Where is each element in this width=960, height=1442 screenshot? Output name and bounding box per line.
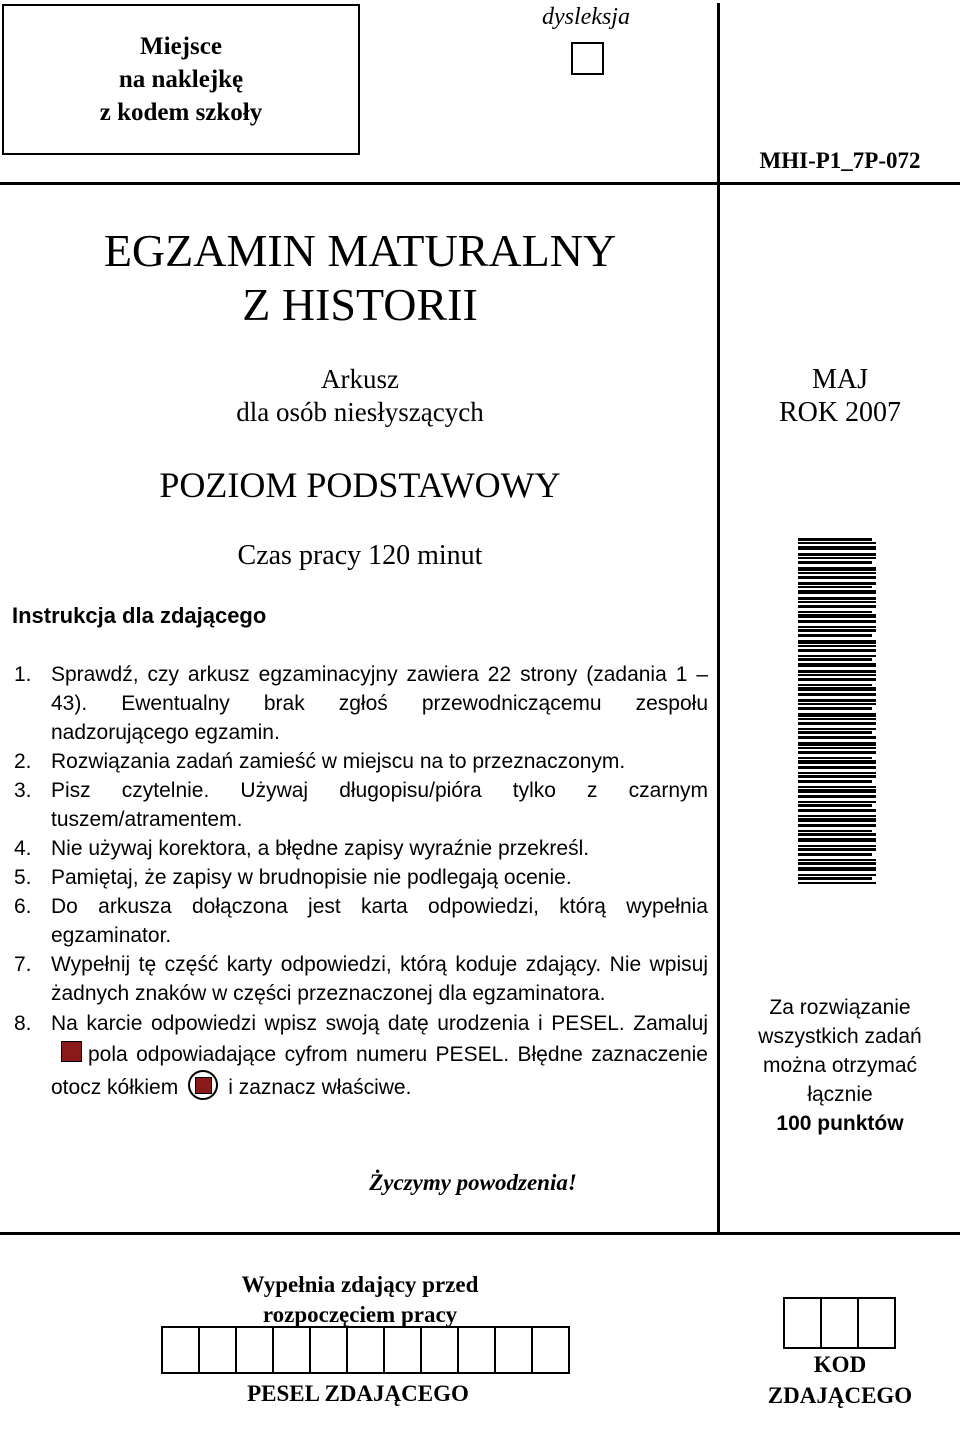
barcode-bar <box>798 760 876 764</box>
barcode-bar <box>798 557 876 559</box>
barcode-bar <box>798 572 876 574</box>
points-line-4: łącznie <box>807 1083 873 1106</box>
instruction-item: 4. Nie używaj korektora, a błędne zapisy wyraźnie przekreśl. <box>14 837 590 860</box>
barcode-bar <box>798 707 872 710</box>
barcode-bar <box>798 830 872 832</box>
instruction-item: 3. Pisz czytelnie. Używaj długopisu/pióra tylko z czarnym tuszem/atramentem. <box>14 779 708 831</box>
student-code-label <box>740 1349 940 1411</box>
vertical-divider <box>717 3 720 1235</box>
sticker-line-3: z kodem szkoły <box>99 99 263 126</box>
student-code-boxes <box>783 1297 894 1349</box>
instruction-item: 7. Wypełnij tę część karty odpowiedzi, którą koduje zdający. Nie wpisuj żadnych znaków w części przeznaczonej dla egzaminatora. <box>14 953 708 1005</box>
barcode-bar <box>798 838 876 842</box>
pesel-digit-box[interactable] <box>235 1326 274 1374</box>
code-digit-box[interactable] <box>857 1297 896 1349</box>
code-digit-box[interactable] <box>783 1297 822 1349</box>
pesel-digit-box[interactable] <box>161 1326 200 1374</box>
header-divider <box>0 182 960 185</box>
barcode-bar <box>798 582 876 585</box>
barcode-bar <box>798 699 876 702</box>
barcode-bar <box>798 576 876 579</box>
instruction-item: 5. Pamiętaj, że zapisy w brudnopisie nie podlegają ocenie. <box>14 866 572 889</box>
barcode-bar <box>798 663 876 667</box>
barcode-bar <box>798 601 876 603</box>
barcode <box>798 538 876 898</box>
barcode-bar <box>798 845 876 847</box>
barcode-bar <box>798 597 876 600</box>
barcode-bar <box>798 605 876 608</box>
barcode-bar <box>798 736 876 739</box>
fill-instruction <box>160 1270 560 1330</box>
barcode-bar <box>798 553 876 556</box>
barcode-bar <box>798 684 872 686</box>
barcode-bar <box>798 629 876 632</box>
circled-square-icon <box>188 1070 218 1100</box>
pesel-digit-box[interactable] <box>420 1326 459 1374</box>
barcode-bar <box>798 772 876 774</box>
barcode-bar <box>798 824 876 827</box>
barcode-bar <box>798 731 872 734</box>
barcode-bar <box>798 586 872 588</box>
barcode-bar <box>798 795 876 798</box>
instruction-item: 8. Na karcie odpowiedzi wpisz swoją datę urodzenia i PESEL. Zamalujpola odpowiadające cyfrom numeru PESEL. Błędne zaznaczenie otocz kółkiem i zaznacz właściwe. <box>14 1012 708 1099</box>
instruction-item: 1. Sprawdź, czy arkusz egzaminacyjny zawiera 22 strony (zadania 1 – 43). Ewentualny brak zgłoś przewodniczącemu zespołu nadzorującego egzamin. <box>14 663 708 744</box>
pesel-digit-box[interactable] <box>457 1326 496 1374</box>
footer-divider <box>0 1232 960 1235</box>
barcode-bar <box>798 546 876 550</box>
exam-year: ROK 2007 <box>778 397 902 428</box>
good-luck-message: Życzymy powodzenia! <box>369 1170 577 1195</box>
barcode-bar <box>798 862 876 865</box>
barcode-bar <box>798 634 872 637</box>
barcode-bar <box>798 766 876 769</box>
barcode-bar <box>798 590 876 594</box>
exam-level: POZIOM PODSTAWOWY <box>159 465 561 505</box>
instruction-item: 2. Rozwiązania zadań zamieść w miejscu na to przeznaczonym. <box>14 750 626 773</box>
barcode-bar <box>798 542 876 544</box>
exam-title-line-2: Z HISTORII <box>242 279 478 330</box>
barcode-bar <box>798 815 876 817</box>
barcode-bar <box>798 742 876 746</box>
sheet-audience: dla osób niesłyszących <box>236 397 484 427</box>
barcode-bar <box>798 655 876 657</box>
barcode-bar <box>798 757 872 759</box>
school-code-sticker-box <box>2 4 360 155</box>
barcode-bar <box>798 786 876 788</box>
instructions-list <box>14 660 708 1103</box>
barcode-bar <box>798 538 872 541</box>
barcode-bar <box>798 751 876 754</box>
pesel-digit-box[interactable] <box>309 1326 348 1374</box>
barcode-bar <box>798 818 876 822</box>
barcode-bar <box>798 640 876 644</box>
code-digit-box[interactable] <box>820 1297 859 1349</box>
barcode-bar <box>798 747 876 749</box>
barcode-bar <box>798 728 876 730</box>
barcode-bar <box>798 693 876 696</box>
points-line-1: Za rozwiązanie <box>769 996 911 1019</box>
exam-title-line-1: EGZAMIN MATURALNY <box>103 225 617 276</box>
barcode-bar <box>798 674 876 676</box>
dyslexia-label: dysleksja <box>542 4 630 30</box>
barcode-bar <box>798 853 872 856</box>
points-line-3: można otrzymać <box>762 1054 918 1077</box>
points-total: 100 punktów <box>776 1112 904 1135</box>
sticker-line-2: na naklejkę <box>118 66 244 93</box>
barcode-bar <box>798 874 876 876</box>
fill-instruction-line-2: rozpoczęciem pracy <box>262 1302 458 1327</box>
pesel-digit-box[interactable] <box>494 1326 533 1374</box>
barcode-bar <box>798 670 876 673</box>
pesel-label: PESEL ZDAJĄCEGO <box>247 1381 469 1406</box>
barcode-bar <box>798 658 872 661</box>
barcode-bar <box>798 645 876 647</box>
instructions-heading: Instrukcja dla zdającego <box>12 603 267 628</box>
student-code-label-line-2: ZDAJĄCEGO <box>767 1383 913 1408</box>
barcode-bar <box>798 877 872 880</box>
pesel-digit-box[interactable] <box>531 1326 570 1374</box>
barcode-bar <box>798 780 872 783</box>
barcode-bar <box>798 620 876 623</box>
student-code-label-line-1: KOD <box>813 1352 867 1377</box>
barcode-bar <box>798 611 872 613</box>
dyslexia-checkbox[interactable] <box>571 42 604 75</box>
barcode-bar <box>798 626 876 628</box>
barcode-bar <box>798 567 876 571</box>
fill-instruction-line-1: Wypełnia zdający przed <box>241 1272 479 1297</box>
barcode-bar <box>798 804 872 807</box>
pesel-digit-box[interactable] <box>346 1326 385 1374</box>
exam-month: MAJ <box>811 364 868 395</box>
barcode-bar <box>798 801 876 803</box>
sheet-label: Arkusz <box>321 364 399 394</box>
pesel-digit-box[interactable] <box>272 1326 311 1374</box>
pesel-input-boxes <box>161 1326 568 1374</box>
pesel-digit-box[interactable] <box>383 1326 422 1374</box>
barcode-bar <box>798 775 876 778</box>
points-line-2: wszystkich zadań <box>758 1025 922 1048</box>
barcode-bar <box>798 859 876 861</box>
barcode-bar <box>798 703 876 705</box>
points-info <box>722 993 958 1138</box>
working-time: Czas pracy 120 minut <box>237 540 483 571</box>
exam-code: MHI-P1_7P-072 <box>759 148 921 173</box>
barcode-bar <box>798 809 876 812</box>
barcode-bar <box>798 687 876 691</box>
barcode-bar <box>798 867 876 871</box>
barcode-bar <box>798 722 876 725</box>
barcode-bar <box>798 561 872 564</box>
barcode-bar <box>798 678 876 681</box>
sticker-line-1: Miejsce <box>140 33 222 60</box>
instruction-item: 6. Do arkusza dołączona jest karta odpowiedzi, którą wypełnia egzaminator. <box>14 895 708 947</box>
pesel-digit-box[interactable] <box>198 1326 237 1374</box>
barcode-bar <box>798 789 876 793</box>
barcode-bar <box>798 833 876 836</box>
filled-square-icon <box>61 1041 82 1062</box>
barcode-bar <box>798 882 876 884</box>
barcode-bar <box>798 649 876 652</box>
barcode-bar <box>798 614 876 618</box>
barcode-bar <box>798 848 876 851</box>
barcode-bar <box>798 718 876 720</box>
barcode-bar <box>798 713 876 717</box>
